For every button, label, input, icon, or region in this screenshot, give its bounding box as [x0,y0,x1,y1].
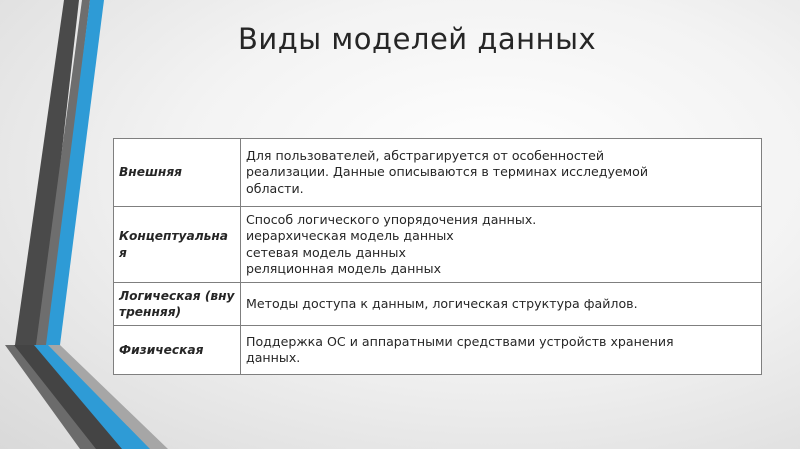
table-row [114,139,762,207]
table-row [114,207,762,283]
model-description-cell: Способ логического упорядочения данных. иерархическая модель данных сетевая модель данных реляционная модель данных [241,207,762,283]
model-name-cell: Логическая (внутренняя) [114,283,241,326]
table-row [114,326,762,375]
model-description-cell: Методы доступа к данным, логическая структура файлов. [241,283,762,326]
model-name-cell: Внешняя [114,139,241,207]
model-description-cell: Поддержка ОС и аппаратными средствами устройств хранения данных. [241,326,762,375]
data-models-table [113,138,762,375]
table-row [114,283,762,326]
model-name-cell: Физическая [114,326,241,375]
model-name-cell: Концептуальная [114,207,241,283]
slide-title: Виды моделей данных [238,22,597,56]
model-description-cell: Для пользователей, абстрагируется от особенностей реализации. Данные описываются в терминах исследуемой области. [241,139,762,207]
